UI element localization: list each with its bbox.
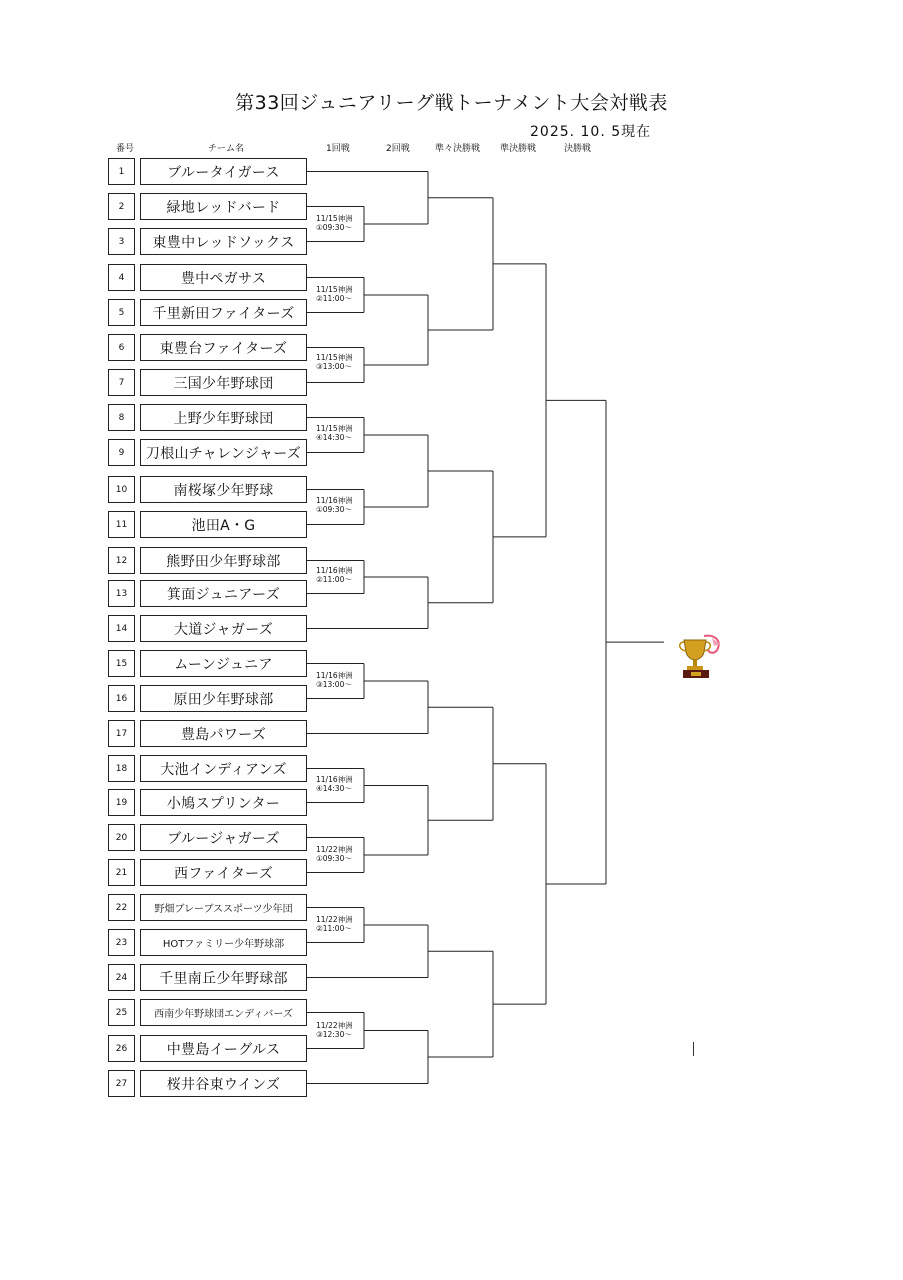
match-time: ④14:30～ [316, 433, 352, 442]
team-name: HOTファミリー少年野球部 [140, 929, 307, 956]
team-name: 大道ジャガーズ [140, 615, 307, 642]
team-number: 19 [108, 789, 135, 816]
team-name: 三国少年野球団 [140, 369, 307, 396]
team-number: 26 [108, 1035, 135, 1062]
match-date-venue: 11/15神洲 [316, 285, 353, 294]
team-name: ブルータイガース [140, 158, 307, 185]
match-date-venue: 11/22神洲 [316, 915, 353, 924]
team-name: 野畑ブレーブススポーツ少年団 [140, 894, 307, 921]
header-team-name: チーム名 [208, 144, 245, 154]
team-number: 16 [108, 685, 135, 712]
match-date-venue: 11/16神洲 [316, 775, 353, 784]
match-date-venue: 11/22神洲 [316, 1021, 353, 1030]
match-date-venue: 11/22神洲 [316, 845, 353, 854]
team-name: 箕面ジュニアーズ [140, 580, 307, 607]
team-number: 3 [108, 228, 135, 255]
team-name: 千里南丘少年野球部 [140, 964, 307, 991]
team-number: 23 [108, 929, 135, 956]
team-name: 原田少年野球部 [140, 685, 307, 712]
team-name: 千里新田ファイターズ [140, 299, 307, 326]
match-time: ①09:30～ [316, 854, 352, 863]
match-date-venue: 11/16神洲 [316, 671, 353, 680]
team-name: 東豊中レッドソックス [140, 228, 307, 255]
team-name: ブルージャガーズ [140, 824, 307, 851]
team-name: 豊島パワーズ [140, 720, 307, 747]
match-date-venue: 11/15神洲 [316, 353, 353, 362]
team-name: 大池インディアンズ [140, 755, 307, 782]
match-time: ④14:30～ [316, 784, 352, 793]
team-number: 1 [108, 158, 135, 185]
team-number: 11 [108, 511, 135, 538]
team-number: 12 [108, 547, 135, 574]
header-final: 決勝戦 [564, 144, 592, 154]
match-time: ②11:00～ [316, 575, 352, 584]
as-of-date: 2025. 10. 5現在 [530, 124, 652, 140]
stray-mark [693, 1042, 694, 1056]
match-time: ②11:00～ [316, 294, 352, 303]
team-number: 14 [108, 615, 135, 642]
team-number: 2 [108, 193, 135, 220]
team-number: 8 [108, 404, 135, 431]
team-number: 21 [108, 859, 135, 886]
team-name: 熊野田少年野球部 [140, 547, 307, 574]
team-number: 7 [108, 369, 135, 396]
team-name: 上野少年野球団 [140, 404, 307, 431]
team-name: 小鳩スプリンター [140, 789, 307, 816]
team-number: 5 [108, 299, 135, 326]
match-time: ①09:30～ [316, 505, 352, 514]
team-name: 桜井谷東ウインズ [140, 1070, 307, 1097]
header-quarterfinal: 準々決勝戦 [435, 144, 481, 154]
team-name: 刀根山チャレンジャーズ [140, 439, 307, 466]
team-number: 15 [108, 650, 135, 677]
team-number: 6 [108, 334, 135, 361]
team-number: 24 [108, 964, 135, 991]
team-name: 東豊台ファイターズ [140, 334, 307, 361]
match-time: ②11:00～ [316, 924, 352, 933]
team-number: 13 [108, 580, 135, 607]
team-name: 豊中ペガサス [140, 264, 307, 291]
header-number: 番号 [116, 144, 135, 154]
match-date-venue: 11/16神洲 [316, 496, 353, 505]
match-time: ③13:00～ [316, 362, 352, 371]
team-number: 25 [108, 999, 135, 1026]
team-name: 緑地レッドバード [140, 193, 307, 220]
team-name: 西南少年野球団エンディバーズ [140, 999, 307, 1026]
team-name: ムーンジュニア [140, 650, 307, 677]
team-number: 9 [108, 439, 135, 466]
team-number: 27 [108, 1070, 135, 1097]
team-number: 18 [108, 755, 135, 782]
match-date-venue: 11/16神洲 [316, 566, 353, 575]
match-time: ①09:30～ [316, 223, 352, 232]
team-name: 西ファイターズ [140, 859, 307, 886]
team-number: 17 [108, 720, 135, 747]
header-round1: 1回戦 [326, 144, 350, 154]
team-number: 20 [108, 824, 135, 851]
team-name: 中豊島イーグルス [140, 1035, 307, 1062]
match-date-venue: 11/15神洲 [316, 214, 353, 223]
match-time: ③13:00～ [316, 680, 352, 689]
page-title: 第33回ジュニアリーグ戦トーナメント大会対戦表 [235, 92, 668, 114]
team-number: 10 [108, 476, 135, 503]
team-name: 池田A・G [140, 511, 307, 538]
trophy-icon [674, 632, 724, 680]
match-date-venue: 11/15神洲 [316, 424, 353, 433]
team-number: 4 [108, 264, 135, 291]
team-number: 22 [108, 894, 135, 921]
match-time: ③12:30～ [316, 1030, 352, 1039]
header-round2: 2回戦 [386, 144, 410, 154]
header-semifinal: 準決勝戦 [500, 144, 537, 154]
team-name: 南桜塚少年野球 [140, 476, 307, 503]
